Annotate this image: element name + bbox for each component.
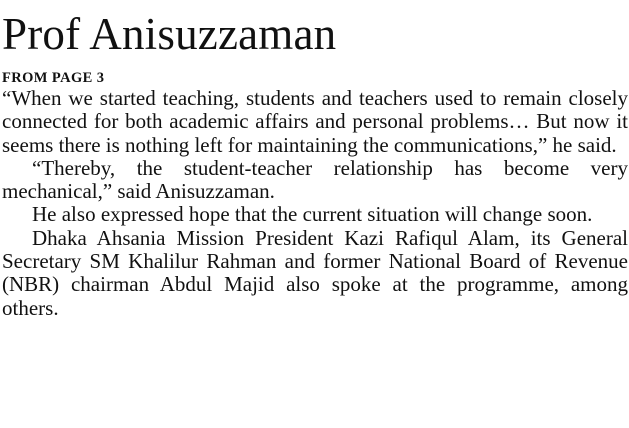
paragraph-3: He also expressed hope that the current situation will change soon. (32, 202, 593, 227)
continued-from-label: FROM PAGE 3 (2, 70, 105, 86)
paragraph-2: “Thereby, the student-teacher relationship has become very mechanical,” said Anisuzzaman. (2, 155, 628, 204)
headline: Prof Anisuzzaman (2, 9, 337, 59)
article-body (2, 87, 628, 320)
paragraph-4: Dhaka Ahsania Mission President Kazi Rafiqul Alam, its General Secretary SM Khalilur Rahman and former National Board of Revenue (NBR) chairman Abdul Majid also spoke at the programme, among others. (2, 225, 628, 320)
paragraph-1: “When we started teaching, students and teachers used to remain closely connected for both academic affairs and personal problems… But now it seems there is nothing left for maintaining the communications,” he said. (2, 86, 628, 157)
news-article (2, 0, 628, 320)
